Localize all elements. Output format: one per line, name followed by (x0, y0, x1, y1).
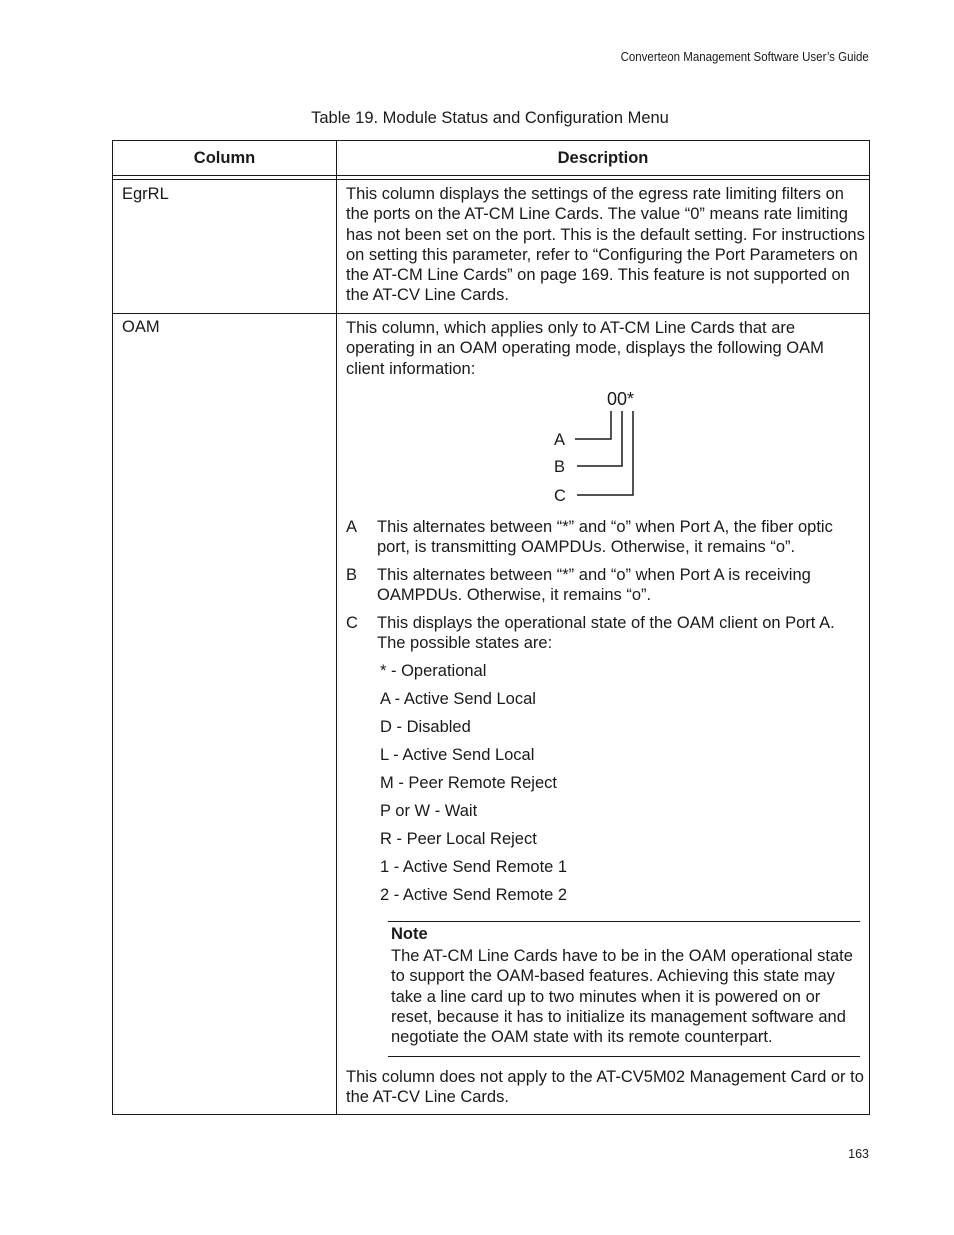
state-item: M - Peer Remote Reject (380, 774, 557, 792)
row-label-oam: OAM (122, 318, 160, 336)
state-item: D - Disabled (380, 718, 471, 736)
list-item-text: This alternates between “*” and “o” when Port A is receiving OAMPDUs. Otherwise, it remains “o”. (377, 566, 811, 605)
module-status-table (112, 140, 870, 1115)
list-item-letter: B (346, 566, 358, 584)
state-item: A - Active Send Local (380, 690, 536, 708)
state-item: 2 - Active Send Remote 2 (380, 886, 568, 904)
diagram-label-c: C (554, 487, 566, 505)
leader-line-c (577, 411, 633, 495)
oam-status-diagram (543, 385, 653, 505)
list-item-a (346, 517, 866, 558)
page-number: 163 (848, 1147, 869, 1161)
diagram-value: 00* (607, 389, 635, 409)
oam-intro: This column, which applies only to AT-CM Line Cards that are operating in an OAM operating mode, displays the following OAM client information: (346, 319, 824, 378)
table-caption: Table 19. Module Status and Configuration Menu (311, 109, 669, 127)
leader-line-a (575, 411, 611, 439)
list-item-letter: A (346, 518, 358, 536)
row-description-egrrl: This column displays the settings of the egress rate limiting filters on the ports on the AT-CM Line Cards. The value “0” means rate limiting has not been set on the port. This is the default setting. For instructions on setting this parameter, refer to “Configuring the Port Parameters on the AT-CM Line Cards” on page 169. This feature is not supported on the AT-CV Line Cards. (346, 185, 865, 305)
oam-closing: This column does not apply to the AT-CV5M02 Management Card or to the AT-CV Line Cards. (346, 1068, 864, 1107)
column-divider (336, 141, 337, 1114)
state-item: L - Active Send Local (380, 746, 535, 764)
header-description: Description (557, 149, 649, 167)
list-item-c (346, 613, 866, 654)
list-item-text: This alternates between “*” and “o” when Port A, the fiber optic port, is transmitting OAMPDUs. Otherwise, it remains “o”. (377, 518, 833, 557)
note-text: The AT-CM Line Cards have to be in the OAM operational state to support the OAM-based features. Achieving this state may take a line card up to two minutes when it is powered on or reset, because it has to initialize its management software and negotiate the OAM state with its remote counterpart. (391, 947, 853, 1047)
note-title: Note (391, 925, 428, 943)
row-separator (113, 313, 869, 314)
running-header: Converteon Management Software User’s Guide (620, 50, 869, 64)
state-item: 1 - Active Send Remote 1 (380, 858, 568, 876)
row-label-egrrl: EgrRL (122, 185, 169, 203)
state-item: R - Peer Local Reject (380, 830, 537, 848)
state-item: * - Operational (380, 662, 487, 680)
diagram-label-b: B (554, 458, 566, 476)
diagram-label-a: A (554, 431, 566, 449)
state-item: P or W - Wait (380, 802, 478, 820)
note-box (388, 921, 860, 1057)
header-rule-bottom (113, 179, 869, 180)
list-item-letter: C (346, 614, 358, 632)
list-item-b (346, 565, 866, 606)
list-item-text: This displays the operational state of the OAM client on Port A. The possible states are: (377, 614, 835, 653)
header-rule-top (113, 175, 869, 176)
header-column: Column (193, 149, 256, 167)
